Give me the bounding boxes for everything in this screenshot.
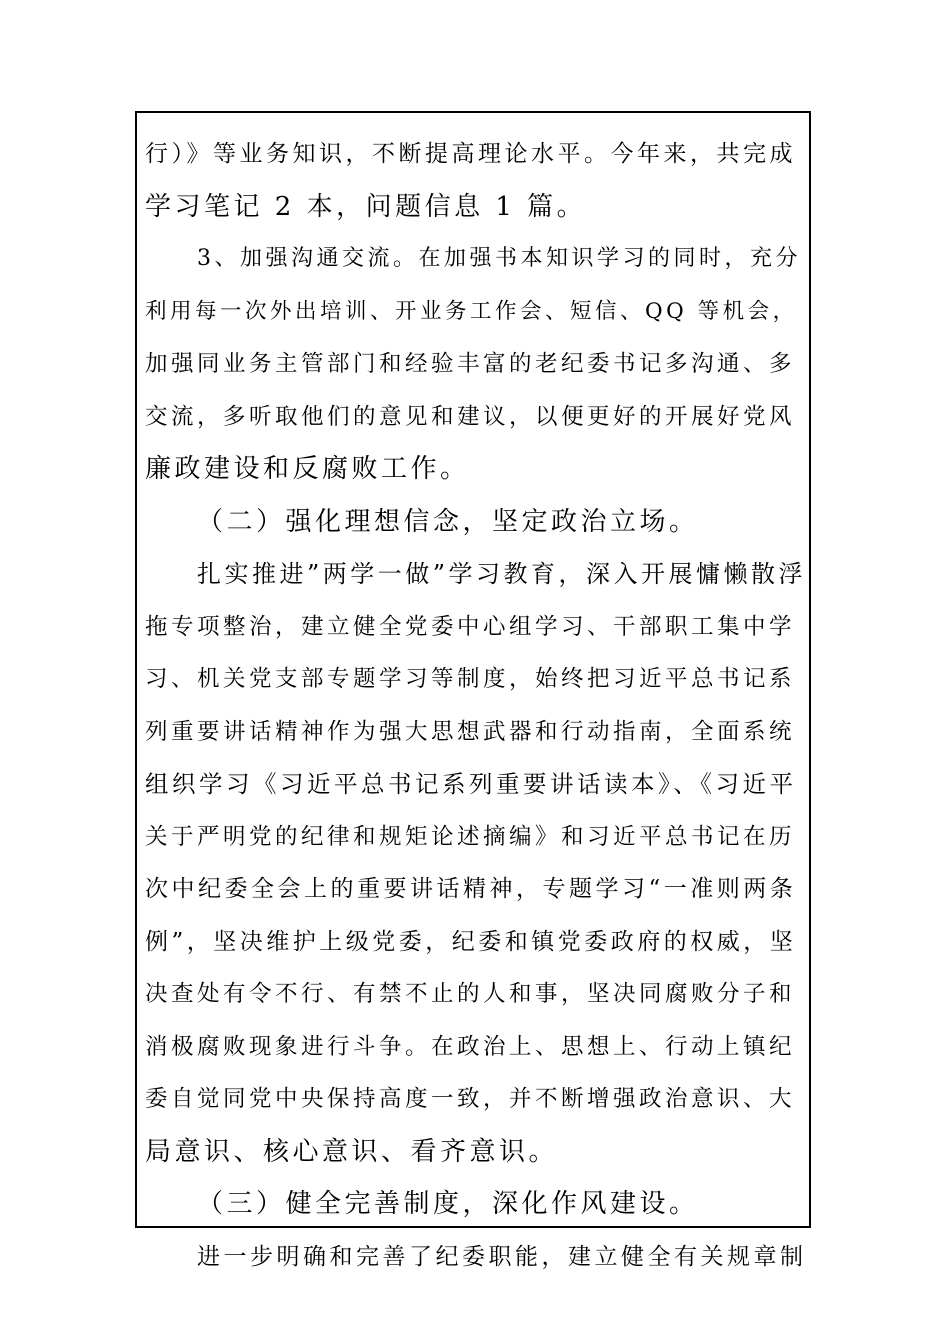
text-line: 例”，坚决维护上级党委，纪委和镇党委政府的权威，坚 bbox=[145, 928, 797, 955]
text-line: 消极腐败现象进行斗争。在政治上、思想上、行动上镇纪 bbox=[145, 1033, 796, 1060]
text-line: 关于严明党的纪律和规矩论述摘编》和习近平总书记在历 bbox=[145, 823, 796, 850]
text-line: 行）》等业务知识，不断提高理论水平。今年来，共完成 bbox=[145, 141, 796, 167]
text-line: 拖专项整治，建立健全党委中心组学习、干部职工集中学 bbox=[145, 613, 796, 640]
document-body bbox=[145, 128, 807, 1283]
section-heading: （二）强化理想信念，坚定政治立场。 bbox=[197, 506, 699, 537]
text-line: 委自觉同党中央保持高度一致，并不断增强政治意识、大 bbox=[145, 1086, 796, 1112]
text-line: 廉政建设和反腐败工作。 bbox=[145, 454, 470, 484]
text-line: 进一步明确和完善了纪委职能，建立健全有关规章制 bbox=[197, 1243, 807, 1270]
text-line: 加强同业务主管部门和经验丰富的老纪委书记多沟通、多 bbox=[145, 351, 796, 377]
text-line: 次中纪委全会上的重要讲话精神，专题学习“一准则两条 bbox=[145, 876, 797, 902]
text-line: 列重要讲话精神作为强大思想武器和行动指南，全面系统 bbox=[145, 718, 796, 745]
text-line: 交流，多听取他们的意见和建议，以便更好的开展好党风 bbox=[145, 403, 796, 430]
text-line: 组织学习《习近平总书记系列重要讲话读本》、《习近平 bbox=[145, 770, 797, 798]
text-line: 决查处有令不行、有禁不止的人和事，坚决同腐败分子和 bbox=[145, 981, 796, 1007]
text-line: 利用每一次外出培训、开业务工作会、短信、QQ 等机会， bbox=[145, 298, 798, 324]
section-heading: （三）健全完善制度，深化作风建设。 bbox=[197, 1189, 699, 1219]
text-line: 学习笔记 2 本，问题信息 1 篇。 bbox=[145, 191, 587, 222]
text-line: 3、加强沟通交流。在加强书本知识学习的同时，充分 bbox=[197, 246, 801, 271]
text-line: 扎实推进”两学一做”学习教育，深入开展慵懒散浮 bbox=[197, 560, 807, 588]
text-line: 习、机关党支部专题学习等制度，始终把习近平总书记系 bbox=[145, 666, 796, 692]
text-line: 局意识、核心意识、看齐意识。 bbox=[145, 1136, 559, 1167]
